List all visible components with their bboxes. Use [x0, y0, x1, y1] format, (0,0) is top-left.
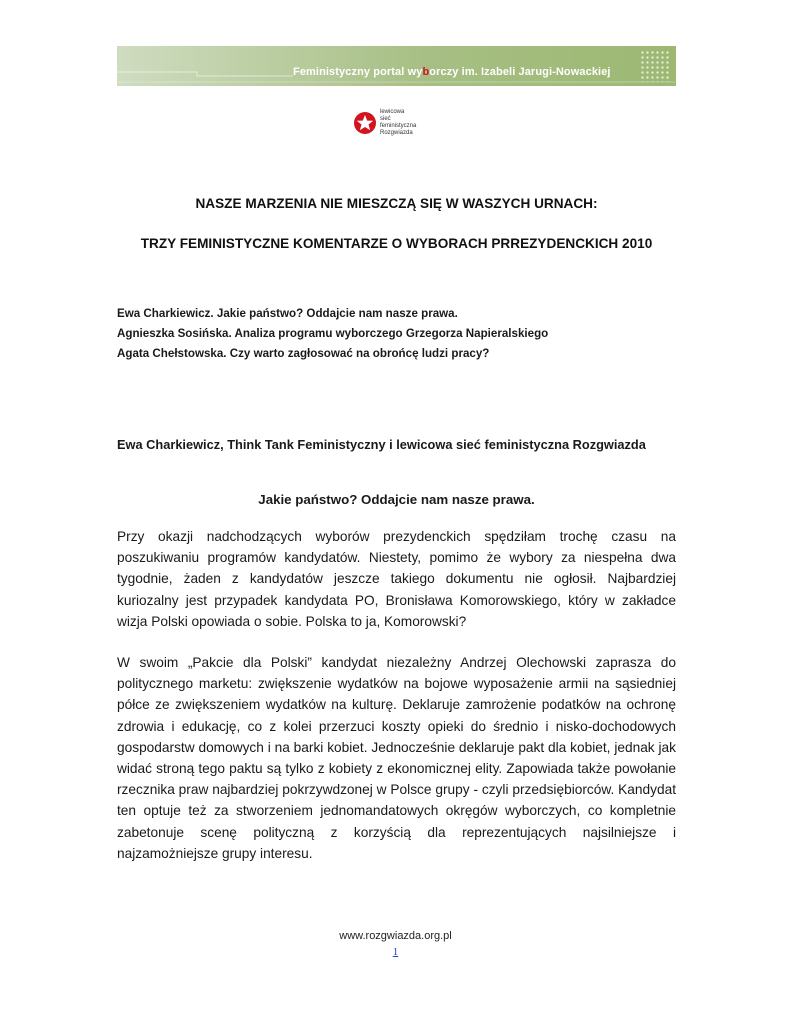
logo-line: lewicowa — [380, 109, 405, 115]
article-paragraph: W swoim „Pakcie dla Polski” kandydat niezależny Andrzej Olechowski zaprasza do politycznego marketu: zwiększenie wydatków na bojowe wyposażenie armii na sąsiedniej półce ze zwiększeniem wydatków na kulturę. Deklaruje zamrożenie podatków na ochronę zdrowia i edukację, co z kolei przerzuci koszty opieki do średnio i nisko-dochodowych gospodarstw domowych i na barki kobiet. Jednocześnie deklaruje pakt dla kobiet, jednak jak widać stroną tego paktu są tylko z kobiety z ekonomicznej elity. Zapowiada także powołanie rzecznika praw najbardziej pokrzywdzonej w Polsce grupy - czyli przedsiębiorców. Kandydat ten optuje też za stworzeniem jednomandatowych okręgów wyborczych, co kompletnie zabetonuje scenę polityczną z korzyścią dla reprezentujących najsilniejsze i najzamożniejsze grupy interesu. — [117, 655, 676, 861]
main-heading: NASZE MARZENIA NIE MIESZCZĄ SIĘ W WASZYCH URNACH: — [195, 196, 598, 211]
toc-item[interactable]: Agnieszka Sosińska. Analiza programu wyborczego Grzegorza Napieralskiego — [117, 327, 549, 340]
banner-dot-pattern — [640, 50, 670, 82]
page-number[interactable]: 1 — [392, 946, 399, 958]
article-paragraph: Przy okazji nadchodzących wyborów prezydenckich spędziłam trochę czasu na poszukiwaniu programów kandydatów. Niestety, pomimo że wybory za niespełna dwa tygodnie, żaden z kandydatów jeszcze takiego dokumentu nie ogłosił. Najbardziej kuriozalny jest przypadek kandydata PO, Bronisława Komorowskiego, który w zakładce wizja Polski opowiada o sobie. Polska to ja, Komorowski? — [117, 529, 676, 629]
banner-title-start: Feministyczny portal wy — [293, 66, 423, 78]
toc-item[interactable]: Agata Chełstowska. Czy warto zagłosować na obrońcę ludzi pracy? — [117, 347, 490, 360]
red-star-icon — [353, 111, 377, 135]
header-banner — [117, 46, 676, 86]
author-line: Ewa Charkiewicz, Think Tank Feministyczny i lewicowa sieć feministyczna Rozgwiazda — [117, 437, 646, 452]
article-title: Jakie państwo? Oddajcie nam nasze prawa. — [258, 492, 535, 507]
banner-title-highlight: b — [422, 66, 430, 78]
logo-line: sieć — [380, 116, 391, 122]
banner-title — [293, 66, 611, 78]
table-of-contents — [117, 304, 548, 364]
logo-line: feministyczna — [380, 123, 417, 129]
logo-text — [380, 109, 416, 137]
logo-line: Rozgwiazda — [380, 130, 413, 136]
footer-url[interactable]: www.rozgwiazda.org.pl — [339, 930, 452, 942]
sub-heading: TRZY FEMINISTYCZNE KOMENTARZE O WYBORACH PRREZYDENCKICH 2010 — [140, 236, 653, 251]
banner-title-end: orczy im. Izabeli Jarugi-Nowackiej — [429, 66, 611, 78]
toc-item[interactable]: Ewa Charkiewicz. Jakie państwo? Oddajcie nam nasze prawa. — [117, 307, 458, 320]
rozgwiazda-logo[interactable] — [353, 109, 433, 149]
